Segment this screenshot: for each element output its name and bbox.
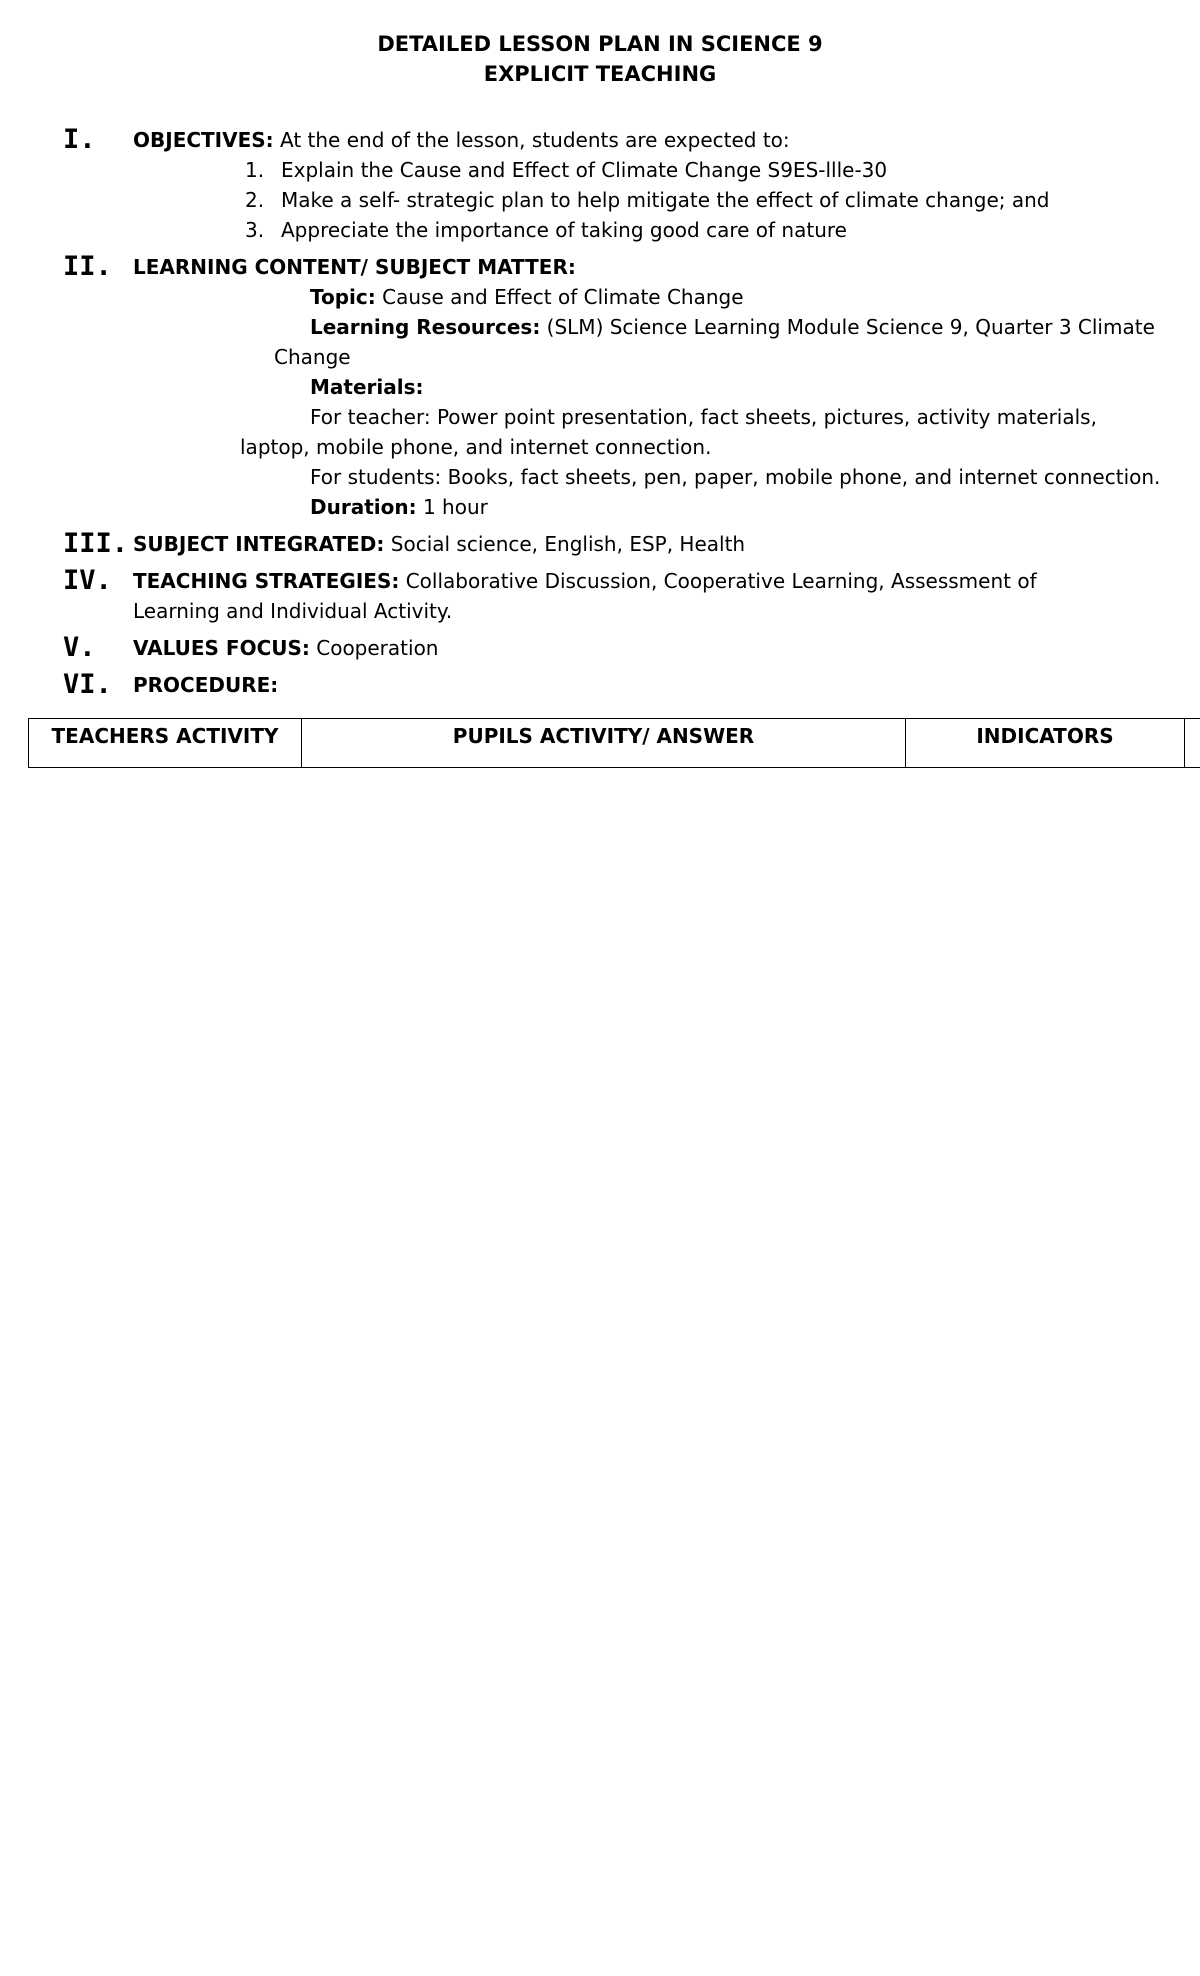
section-numeral-procedure: VI.: [63, 669, 112, 700]
resources-value-continued: Change: [274, 345, 351, 369]
topic-value: Cause and Effect of Climate Change: [375, 285, 744, 309]
objectives-heading: [133, 125, 790, 155]
resources-line: [310, 312, 1155, 342]
strategies-value-continued: Learning and Individual Activity.: [133, 599, 453, 623]
strategies-value: Collaborative Discussion, Cooperative Learning, Assessment of: [399, 569, 1037, 593]
topic-line: [310, 282, 744, 312]
integrated-value: Social science, English, ESP, Health: [384, 532, 746, 556]
section-numeral-objectives: I.: [63, 124, 96, 155]
table-header-row: [29, 719, 1200, 768]
objectives-label: OBJECTIVES:: [133, 128, 274, 152]
content-heading: LEARNING CONTENT/ SUBJECT MATTER:: [133, 255, 576, 279]
objective-text: Make a self- strategic plan to help mitigate the effect of climate change; and: [281, 188, 1050, 212]
document-subtitle: EXPLICIT TEACHING: [483, 62, 717, 86]
objective-text: Explain the Cause and Effect of Climate Change S9ES-llle-30: [281, 158, 888, 182]
resources-value: (SLM) Science Learning Module Science 9, Quarter 3 Climate: [540, 315, 1155, 339]
procedure-table: [28, 718, 1200, 768]
resources-label: Learning Resources:: [310, 315, 541, 339]
section-numeral-strategies: IV.: [63, 565, 112, 596]
objective-number: 1.: [245, 158, 265, 182]
topic-label: Topic:: [310, 285, 376, 309]
materials-teacher-line: For teacher: Power point presentation, fact sheets, pictures, activity materials,: [310, 405, 1097, 429]
materials-students-line: For students: Books, fact sheets, pen, paper, mobile phone, and internet connection.: [310, 465, 1161, 489]
procedure-heading: PROCEDURE:: [133, 673, 279, 697]
column-header-extra: [1185, 719, 1200, 768]
duration-value: 1 hour: [416, 495, 488, 519]
objective-number: 2.: [245, 188, 265, 212]
values-value: Cooperation: [309, 636, 439, 660]
integrated-label: SUBJECT INTEGRATED:: [133, 532, 385, 556]
section-numeral-values: V.: [63, 632, 96, 663]
strategies-line: [133, 566, 1037, 596]
materials-label: Materials:: [310, 375, 424, 399]
objective-item: [245, 215, 847, 245]
column-header-teachers-activity: TEACHERS ACTIVITY: [29, 719, 302, 768]
section-numeral-content: II.: [63, 251, 112, 282]
materials-teacher-line-continued: laptop, mobile phone, and internet connection.: [240, 435, 712, 459]
integrated-line: [133, 529, 745, 559]
values-line: [133, 633, 438, 663]
strategies-label: TEACHING STRATEGIES:: [133, 569, 400, 593]
document-title: DETAILED LESSON PLAN IN SCIENCE 9: [377, 32, 823, 56]
duration-line: [310, 492, 488, 522]
objective-text: Appreciate the importance of taking good care of nature: [281, 218, 847, 242]
duration-label: Duration:: [310, 495, 417, 519]
objective-item: [245, 155, 888, 185]
column-header-indicators: INDICATORS: [906, 719, 1185, 768]
section-numeral-integrated: III.: [63, 528, 129, 559]
objective-item: [245, 185, 1050, 215]
values-label: VALUES FOCUS:: [133, 636, 310, 660]
objective-number: 3.: [245, 218, 265, 242]
column-header-pupils-activity: PUPILS ACTIVITY/ ANSWER: [302, 719, 906, 768]
objectives-intro: At the end of the lesson, students are expected to:: [273, 128, 790, 152]
